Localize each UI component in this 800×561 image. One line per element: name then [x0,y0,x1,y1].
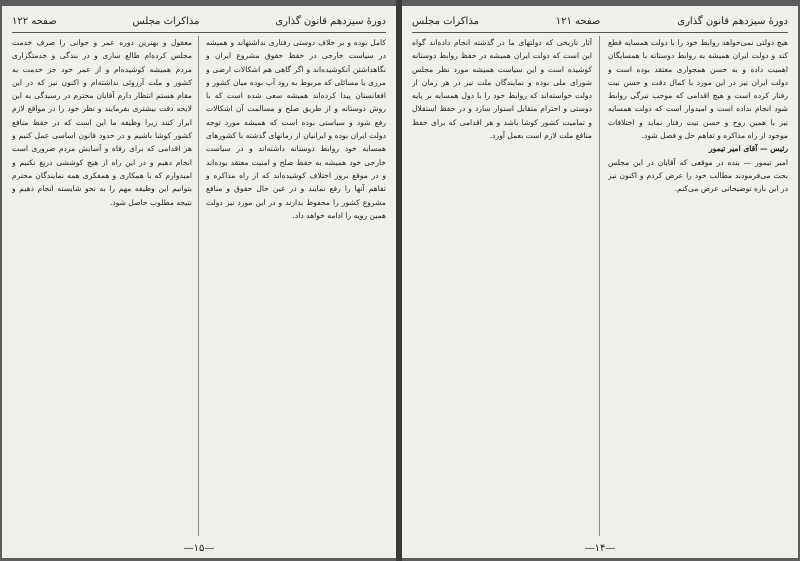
right-header-session: دورهٔ سیزدهم قانون گذاری [677,15,788,27]
right-col1-text: هیچ دولتی نمی‌خواهد روابط خود را با دولت همسایه قطع کند و دولت ایران همیشه به روابط دوستانه با همسایگان اهمیت داده و به حسن همجواری معتقد بوده است و دولت ایران نیز در این مورد با کمال دقت و حسن نیت رفتار کرده است و هیچ اقدامی که موجب تیرگی روابط شود انجام نداده است و امیدوار است که دولت همسایه نیز با همین روح و حسن نیت رفتار نماید و اختلافات موجود از راه مذاکره و تفاهم حل و فصل شود. [608,38,788,141]
left-page-number: —۱۵— [183,543,215,554]
left-page-column-1 [206,36,386,536]
left-header-session: دورهٔ سیزدهم قانون گذاری [275,15,386,27]
speaker-line: رئیس — آقای امیر تیمور [709,144,788,154]
left-page-column-2 [12,36,192,536]
right-col2-text: آثار تاریخی که دولتهای ما در گذشته انجام داده‌اند گواه این است که دولت ایران همیشه در حفظ روابط دوستانه کوشیده است و این سیاست همیشه مورد نظر مجلس شورای ملی بوده و نمایندگان ملت نیز در هر زمان از دولت خواسته‌اند که روابط خود را با دول همسایه بر پایه دوستی و احترام متقابل استوار سازد و در حفظ استقلال و تمامیت کشور کوشا باشد و هر اقدامی که برای حفظ منافع ملت لازم است بعمل آورد. [412,38,592,141]
right-page-header [412,12,788,30]
left-header-rule [12,32,386,33]
left-col2-text: معقول و بهترین دوره عمر و جوانی را صرف خدمت مجلس کرده‌ام طالع سازی و در بندگی و خدمتگزاری مردم همیشه کوشیده‌ام و از عمر خود جز خدمت به کشور و ملت آرزوئی نداشته‌ام و اکنون نیز که در این مقام هستم انتظار دارم آقایان محترم در رسیدگی به این لایحه دقت بیشتری بفرمایند و نظر خود را در مواقع لازم ابراز کنند زیرا وظیفه ما این است که در حفظ منافع کشور کوشا باشیم و در حدود قانون اساسی عمل کنیم و هر اقدامی که برای رفاه و آسایش مردم ضروری است انجام دهیم و در این راه از هیچ کوششی دریغ نکنیم و امیدوارم که با همکاری و همفکری همه نمایندگان محترم بتوانیم این وظیفه مهم را به نحو شایسته انجام دهیم و نتیجه مطلوب حاصل شود. [12,38,192,207]
right-header-title: مذاکرات مجلس [412,15,479,27]
left-page-header [12,12,386,30]
left-header-title: مذاکرات مجلس [132,15,200,27]
left-page [2,6,396,558]
left-column-divider [198,36,199,536]
left-header-page: صفحه ۱۲۲ [12,15,57,27]
right-page [402,6,798,558]
right-page-number: —۱۴— [584,543,616,554]
right-header-page: صفحه ۱۲۱ [555,15,601,27]
right-header-rule [412,32,788,33]
right-col1-end-text: امیر تیمور — بنده در موقعی که آقایان در این مجلس بحث می‌فرمودند مطالب خود را عرض کردم و اکنون نیز در این باره توضیحاتی عرض می‌کنم. [608,157,788,194]
right-page-column-1 [608,36,788,536]
left-col1-text: کامل بوده و بر خلاف دوستی رفتاری نداشتهاند و همیشه در سیاست خارجی در حفظ حقوق مشروع ایران و نگاهداشتن آنکوشیده‌اند و اگر گاهی هم اشکالات ارضی و مرزی یا مسائلی که مربوط به رود آب بوده میان کشور و افغانستان پیدا کرده‌اند همیشه سعی شده است که با روش دوستانه و از طریق صلح و مسالمت آن اشکالات رفع شود و سیاستی بوده است که همیشه مورد توجه دولت ایران بوده و ایرانیان از زمانهای گذشته با کشورهای همسایه خود روابط دوستانه داشته‌اند و در سیاست خارجی خود همیشه به حفظ صلح و امنیت معتقد بوده‌اند و در موقع بروز اختلاف کوشیده‌اند که از راه مذاکره و تفاهم آنها را رفع نمایند و در عین حال حقوق و منافع مشروع کشور را محفوظ بدارند و در این مورد نیز دولت همین رویه را ادامه خواهد داد. [206,38,386,220]
right-page-column-2 [412,36,592,536]
right-column-divider [599,36,600,536]
